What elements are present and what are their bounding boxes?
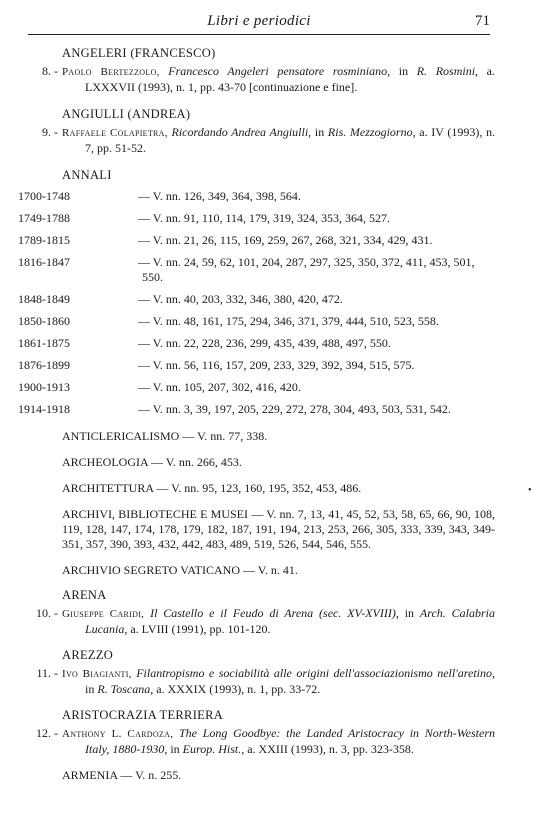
stray-mark: • — [528, 485, 532, 496]
annali-row — [18, 292, 495, 307]
entry-title: Francesco Angeleri pensatore rosminiano, — [168, 64, 391, 78]
annali-refs: — V. nn. 56, 116, 157, 209, 233, 329, 392, 394, 515, 575. — [138, 358, 415, 372]
entry-title: Filantropismo e sociabilità alle origini dell'associazionismo nell'aretino, — [136, 666, 495, 680]
annali-refs: — V. nn. 126, 349, 364, 398, 564. — [138, 189, 301, 203]
entry-title: The Long Goodbye: the Landed Aristocracy in North-Western Italy, 1880-1930, — [85, 726, 496, 756]
entry-number: 9. - — [42, 125, 58, 139]
annali-row — [18, 255, 495, 285]
entry-number: 12. - — [36, 726, 58, 740]
annali-years: 1876-1899 — [18, 358, 70, 372]
annali-row — [18, 233, 495, 248]
entry-number: 10. - — [36, 606, 58, 620]
xref-anticlericalismo: ANTICLERICALISMO — V. nn. 77, 338. — [62, 429, 268, 443]
entry-author: Ivo Biagianti, — [62, 668, 132, 680]
heading-annali: ANNALI — [62, 168, 112, 182]
annali-years: 1900-1913 — [18, 380, 70, 394]
annali-row — [18, 358, 495, 373]
annali-refs: — V. nn. 3, 39, 197, 205, 229, 272, 278, 304, 493, 503, 531, 542. — [138, 402, 451, 416]
entry-details: a. LXXXVII (1993), n. 1, pp. 43-70 [continuazione e fine]. — [85, 64, 495, 94]
annali-years: 1749-1788 — [18, 211, 70, 225]
annali-refs: — V. nn. 21, 26, 115, 169, 259, 267, 268, 321, 334, 429, 431. — [138, 233, 433, 247]
entry-9 — [30, 125, 495, 156]
entry-journal: R. Toscana, — [97, 682, 154, 696]
heading-arena: ARENA — [62, 588, 107, 602]
entry-details: a. XXXIX (1993), n. 1, pp. 33-72. — [156, 682, 321, 696]
entry-12 — [30, 726, 495, 757]
entry-11 — [30, 666, 495, 697]
annali-row — [18, 380, 495, 395]
entry-title: Ricordando Andrea Angiulli, — [171, 125, 312, 139]
annali-years: 1816-1847 — [18, 255, 70, 269]
annali-years: 1914-1918 — [18, 402, 70, 416]
entry-10 — [30, 606, 495, 637]
entry-details: a. IV (1993), n. 7, pp. 51-52. — [85, 125, 496, 155]
entry-in: in — [398, 64, 409, 78]
entry-journal: Ris. Mezzogiorno, — [327, 125, 416, 139]
annali-row — [18, 336, 495, 351]
entry-journal: Arch. Calabria Lucania, — [85, 606, 495, 636]
heading-angiulli: ANGIULLI (ANDREA) — [62, 107, 191, 121]
entry-journal: Europ. Hist., — [182, 742, 245, 756]
annali-years: 1861-1875 — [18, 336, 70, 350]
entry-author: Raffaele Colapietra, — [62, 127, 168, 139]
annali-refs: — V. nn. 105, 207, 302, 416, 420. — [138, 380, 301, 394]
entry-details: a. LVIII (1991), pp. 101-120. — [130, 622, 271, 636]
annali-refs: — V. nn. 48, 161, 175, 294, 346, 371, 379, 444, 510, 523, 558. — [138, 314, 439, 328]
entry-number: 8. - — [42, 64, 58, 78]
xref-armenia: ARMENIA — V. n. 255. — [62, 768, 182, 782]
annali-years: 1700-1748 — [18, 189, 70, 203]
entry-journal: R. Rosmini, — [416, 64, 479, 78]
xref-archivio-vaticano: ARCHIVIO SEGRETO VATICANO — V. n. 41. — [62, 563, 298, 577]
heading-angeleri: ANGELERI (FRANCESCO) — [62, 46, 216, 60]
entry-in: in — [404, 606, 415, 620]
entry-author: Paolo Bertezzolo, — [62, 66, 160, 78]
heading-arezzo: AREZZO — [62, 648, 114, 662]
annali-refs: — V. nn. 40, 203, 332, 346, 380, 420, 472. — [138, 292, 343, 306]
entry-details: a. XXIII (1993), n. 3, pp. 323-358. — [247, 742, 414, 756]
entry-title: Il Castello e il Feudo di Arena (sec. XV-XVIII), — [150, 606, 399, 620]
entry-in: in — [85, 682, 95, 696]
xref-archivi: ARCHIVI, BIBLIOTECHE E MUSEI — V. nn. 7, 13, 41, 45, 52, 53, 58, 65, 66, 90, 108, 119, 128, 147, 174, 178, 179, 182, 187, 191, 194, 213, 253, 266, 305, 333, 339, 343, 349-351, 357, 390, 393, 432, 442, 483, 489, 519, 526, 544, 546, 555. — [62, 507, 495, 551]
entry-in: in — [314, 125, 325, 139]
entry-author: Anthony L. Cardoza, — [62, 728, 174, 740]
xref-architettura: ARCHITETTURA — V. nn. 95, 123, 160, 195, 352, 453, 486. — [62, 481, 362, 495]
index-content — [18, 46, 496, 794]
annali-refs: — V. nn. 91, 110, 114, 179, 319, 324, 353, 364, 527. — [138, 211, 391, 225]
heading-aristocrazia: ARISTOCRAZIA TERRIERA — [62, 708, 224, 722]
running-header — [28, 12, 490, 35]
entry-in: in — [170, 742, 180, 756]
annali-refs: — V. nn. 22, 228, 236, 299, 435, 439, 488, 497, 550. — [138, 336, 391, 350]
annali-years: 1848-1849 — [18, 292, 70, 306]
annali-row — [18, 211, 495, 226]
running-title: Libri e periodici — [207, 13, 311, 29]
page-number: 71 — [475, 13, 490, 29]
annali-list — [18, 189, 495, 417]
annali-row — [18, 189, 495, 204]
entry-author: Giuseppe Caridi, — [62, 608, 145, 620]
annali-years: 1850-1860 — [18, 314, 70, 328]
entry-number: 11. - — [36, 666, 58, 680]
annali-years: 1789-1815 — [18, 233, 70, 247]
annali-row — [18, 314, 495, 329]
entry-8 — [30, 64, 495, 95]
annali-refs: — V. nn. 24, 59, 62, 101, 204, 287, 297, 325, 350, 372, 411, 453, 501, 550. — [138, 255, 475, 284]
xref-archeologia: ARCHEOLOGIA — V. nn. 266, 453. — [62, 455, 242, 469]
annali-row — [18, 402, 495, 417]
